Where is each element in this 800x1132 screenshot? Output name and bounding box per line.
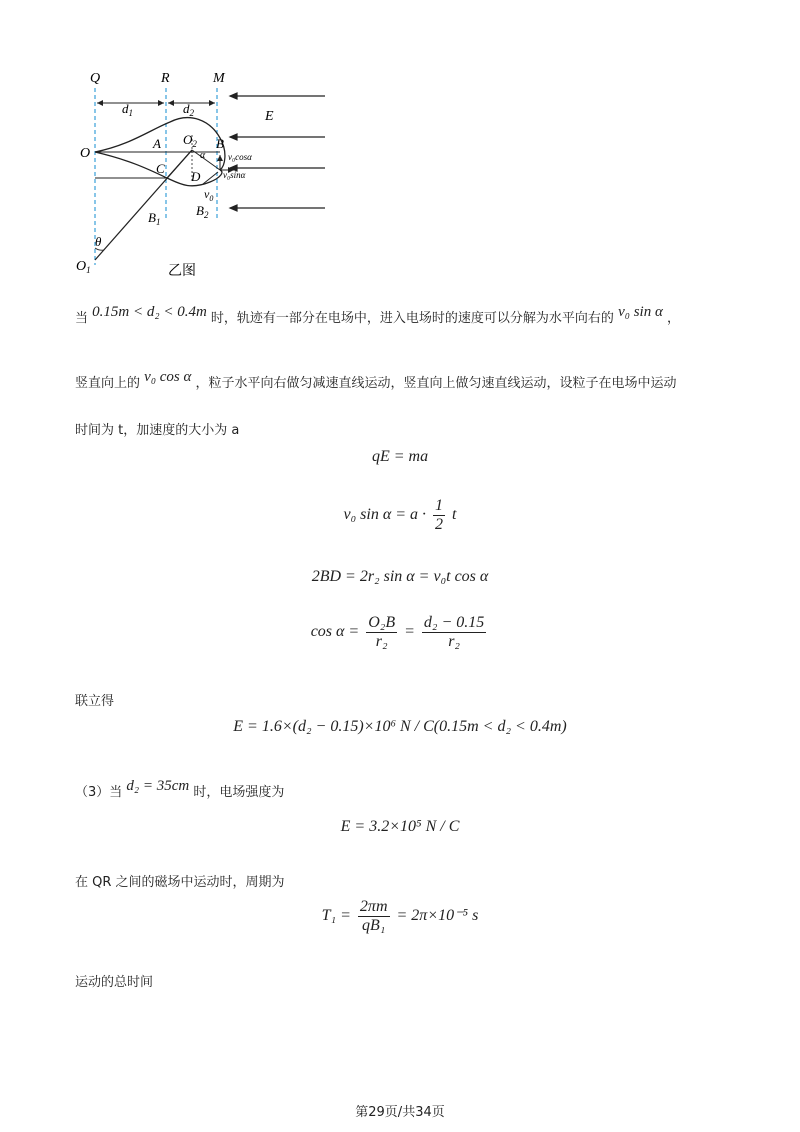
label-alpha: α: [200, 150, 206, 161]
p1-pre: 当: [75, 311, 89, 326]
p1-v: v₀ sin α: [618, 304, 663, 320]
label-v0: $v_0$: [204, 187, 214, 203]
label-theta: θ: [95, 234, 102, 249]
equation-5: E = 1.6×(d₂ − 0.15)×10⁶ N / C(0.15m < d₂ < 0.4m): [233, 718, 567, 735]
equation-4: cos α = $\frac{\text{O₂B}}{\text{r₂}}$ = $\frac{\text{d₂ − 0.15}}{\text{r₂}}$: [310, 614, 485, 650]
vel-cos-head: [217, 155, 223, 161]
label-d1: $d_1$: [122, 101, 133, 118]
paragraph-3: 时间为 t，加速度的大小为 a: [75, 423, 240, 438]
p1-mid: 时，轨迹有一部分在电场中，进入电场时的速度可以分解为水平向右的: [210, 311, 614, 326]
p1-end: ，: [666, 311, 680, 326]
equation-6: E = 3.2×10⁵ N / C: [340, 818, 460, 835]
label-v0cos: v₀cosα: [228, 152, 252, 162]
label-o2: $O_2$: [183, 132, 197, 149]
label-m: M: [213, 71, 225, 86]
label-d2: $d_2$: [183, 101, 194, 118]
paragraph-6: 在 QR 之间的磁场中运动时，周期为: [75, 875, 285, 890]
p2-pre: 竖直向上的: [75, 376, 141, 391]
d1-arrow-left: [97, 100, 103, 106]
equation-7: T₁ = $\frac{2\pi m}{\text{qB₁}}$ = 2π×10⁻⁵ s: [321, 898, 479, 934]
paragraph-2: [75, 369, 755, 392]
paragraph-4: 联立得: [75, 694, 115, 709]
label-r: R: [161, 71, 170, 86]
label-o: O: [80, 146, 91, 161]
equation-1: qE = ma: [371, 448, 429, 465]
label-d: D: [191, 169, 201, 184]
diagram-figure: [70, 60, 340, 285]
paragraph-5: （3）当 d₂ = 35cm 时，电场强度为: [75, 778, 285, 800]
label-q: Q: [90, 71, 101, 86]
p1-cond: 0.15m < d₂ < 0.4m: [92, 304, 207, 320]
d2-arrow-right: [209, 100, 215, 106]
figure-caption: 乙图: [168, 263, 196, 279]
paragraph-7: 运动的总时间: [75, 975, 154, 990]
radius-line-o2: [192, 150, 220, 170]
paragraph-1: [75, 304, 735, 327]
label-c: C: [156, 161, 165, 176]
equation-2: v₀ sin α = a · $\frac{1}{2}$ t: [343, 497, 457, 533]
label-b1: $B_1$: [148, 210, 161, 227]
d2-arrow-left: [168, 100, 174, 106]
equation-3: 2BD = 2r₂ sin α = v₀t cos α: [311, 568, 489, 585]
label-v0sin: v₀sinα: [223, 170, 246, 180]
page-footer: 第29页/共34页: [355, 1105, 445, 1120]
p2-v: v₀ cos α: [144, 369, 192, 385]
label-e: E: [265, 109, 274, 124]
label-b2: $B_2$: [196, 203, 209, 220]
radius-line-c: [167, 150, 192, 178]
p2-mid: ，粒子水平向右做匀减速直线运动，竖直向上做匀速直线运动，设粒子在电场中运动: [195, 376, 677, 391]
label-a: A: [153, 136, 161, 151]
label-o1: $O_1$: [76, 259, 91, 275]
d1-arrow-right: [158, 100, 164, 106]
label-b: B: [216, 136, 224, 151]
